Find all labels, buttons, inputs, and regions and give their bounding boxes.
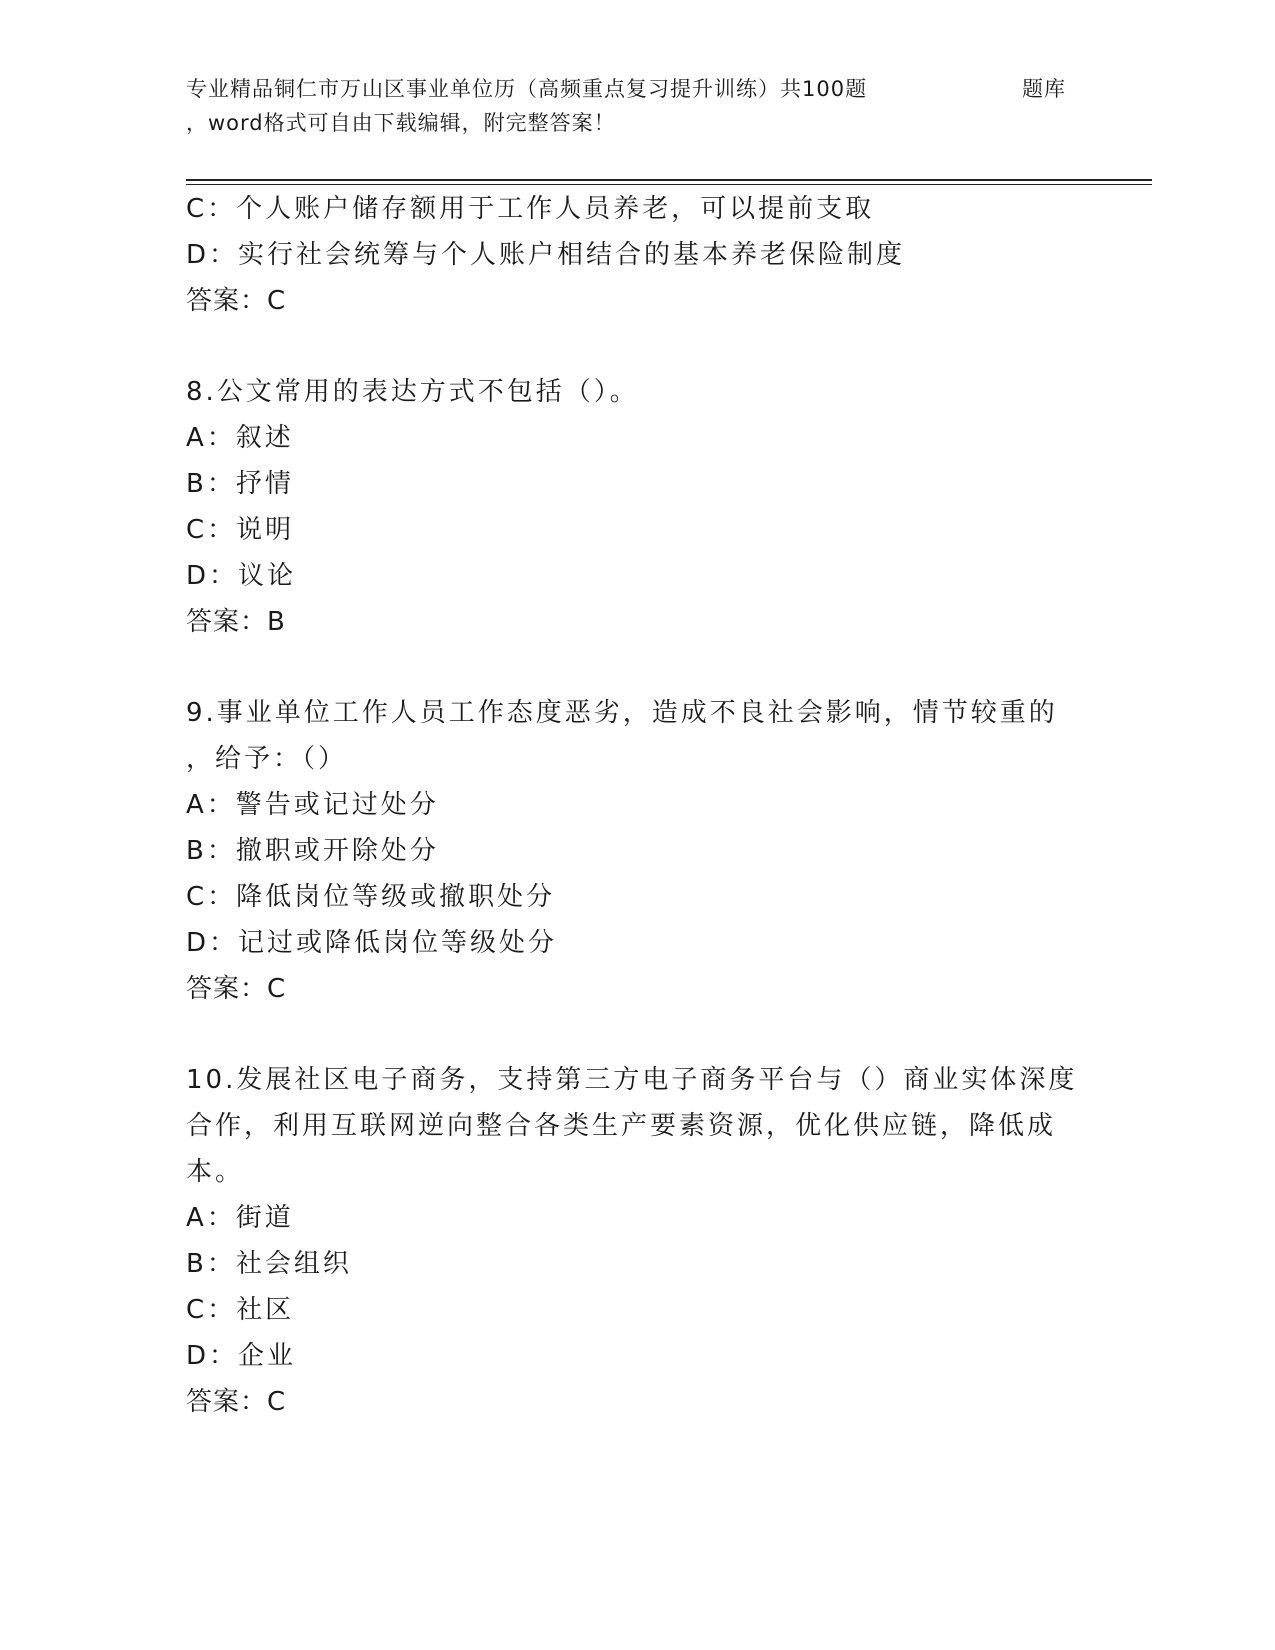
question-stem: 8.公文常用的表达方式不包括（）。: [186, 377, 639, 407]
option-d: D：实行社会统筹与个人账户相结合的基本养老保险制度: [186, 240, 906, 270]
option-a: A：街道: [186, 1203, 294, 1233]
question-block: [186, 690, 1086, 1012]
page-header: [186, 72, 1086, 140]
option-d: D：企业: [186, 1341, 297, 1371]
question-stem: 本。: [186, 1157, 245, 1187]
question-block: [186, 369, 1086, 645]
header-divider-thin: [186, 184, 1152, 185]
option-a: A：警告或记过处分: [186, 790, 439, 820]
question-stem: 10.发展社区电子商务，支持第三方电子商务平台与（）商业实体深度: [186, 1065, 1078, 1095]
question-stem: ，给予：（）: [186, 744, 348, 774]
header-title: 专业精品铜仁市万山区事业单位历（高频重点复习提升训练）共100题: [186, 77, 868, 101]
option-a: A：叙述: [186, 423, 294, 453]
answer-line: 答案：B: [186, 607, 286, 637]
header-subtitle: ，word格式可自由下载编辑，附完整答案！: [186, 111, 616, 135]
option-b: B：社会组织: [186, 1249, 352, 1279]
answer-line: 答案：C: [186, 974, 287, 1004]
question-block: [186, 186, 1086, 324]
option-c: C：个人账户储存额用于工作人员养老，可以提前支取: [186, 194, 875, 224]
answer-line: 答案：C: [186, 1387, 287, 1417]
option-c: C：降低岗位等级或撤职处分: [186, 882, 556, 912]
option-d: D：记过或降低岗位等级处分: [186, 928, 558, 958]
question-block: [186, 1057, 1086, 1425]
header-divider-thick: [186, 179, 1152, 181]
answer-line: 答案：C: [186, 286, 287, 316]
question-stem: 9.事业单位工作人员工作态度恶劣，造成不良社会影响，情节较重的: [186, 698, 1058, 728]
option-b: B：撤职或开除处分: [186, 836, 439, 866]
header-title-row: [186, 72, 1086, 106]
option-d: D：议论: [186, 561, 297, 591]
question-list: [186, 186, 1086, 1425]
option-b: B：抒情: [186, 469, 294, 499]
question-stem: 合作，利用互联网逆向整合各类生产要素资源，优化供应链，降低成: [186, 1111, 1057, 1141]
option-c: C：社区: [186, 1295, 295, 1325]
option-c: C：说明: [186, 515, 295, 545]
header-right-label: 题库: [1022, 77, 1066, 101]
